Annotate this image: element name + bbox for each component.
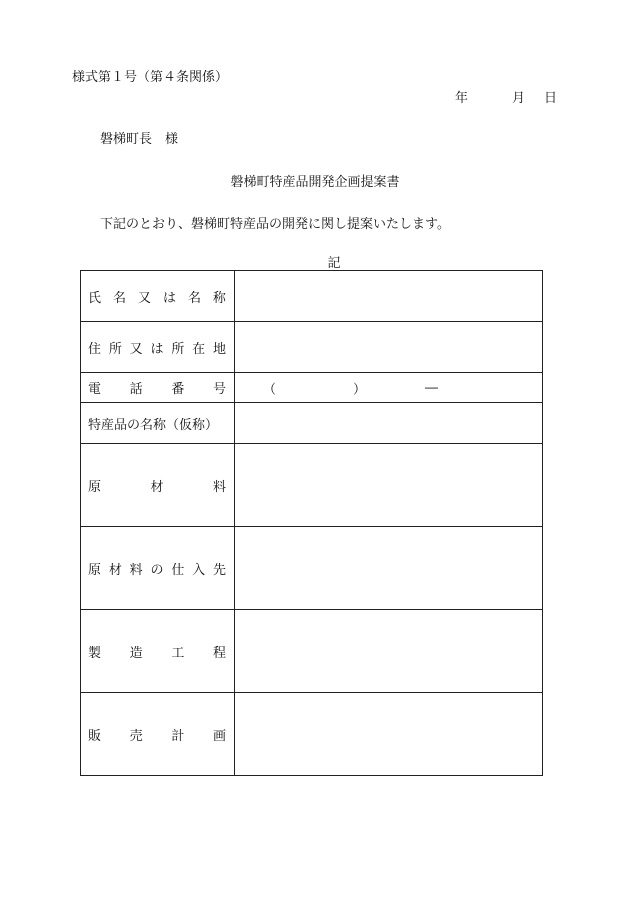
table-row [81, 693, 543, 776]
label-char: 原 [88, 479, 102, 495]
document-title: 磐梯町特産品開発企画提案書 [230, 175, 400, 190]
table-row [81, 527, 543, 610]
label-char: 特産品の名称（仮称） [88, 417, 219, 433]
row-label-manufacturing-process [81, 642, 234, 661]
label-char: 住 [88, 341, 102, 357]
row-label-material-supplier [81, 559, 234, 578]
body-text: 下記のとおり、磐梯町特産品の開発に関し提案いたします。 [100, 217, 450, 232]
label-char: 在 [192, 341, 206, 357]
phone-open-paren: （ [263, 382, 277, 397]
row-label-name [81, 287, 234, 306]
table-row [81, 322, 543, 373]
label-char: 所 [108, 341, 122, 357]
addressee: 磐梯町長 様 [100, 132, 179, 147]
label-char: 計 [171, 728, 185, 744]
label-char: 画 [212, 728, 226, 744]
label-char: 売 [129, 728, 143, 744]
label-char: 地 [212, 341, 226, 357]
label-char: 名 [112, 290, 126, 306]
phone-input-cell[interactable] [235, 373, 543, 403]
label-char: は [150, 341, 164, 357]
raw-materials-input-cell[interactable] [235, 444, 543, 527]
label-char: 名 [187, 290, 201, 306]
phone-format [235, 373, 542, 402]
label-cell [81, 610, 235, 693]
table-row [81, 271, 543, 322]
label-cell [81, 373, 235, 403]
label-char: 電 [88, 382, 102, 397]
phone-dash: ― [425, 380, 438, 395]
label-char: 氏 [88, 290, 102, 306]
sales-plan-input-cell[interactable] [235, 693, 543, 776]
label-cell [81, 271, 235, 322]
date-year: 年 [455, 91, 469, 106]
date-month: 月 [512, 91, 526, 106]
manufacturing-process-input-cell[interactable] [235, 610, 543, 693]
label-char: 番 [171, 382, 185, 397]
row-label-address [81, 338, 234, 357]
table-row [81, 610, 543, 693]
label-char: 材 [108, 562, 122, 578]
label-char: の [150, 562, 164, 578]
date-day: 日 [544, 91, 558, 106]
table-row [81, 444, 543, 527]
proposal-form-table [80, 270, 543, 776]
label-char: 程 [212, 645, 226, 661]
label-char: 原 [88, 562, 102, 578]
label-cell [81, 693, 235, 776]
label-char: 所 [171, 341, 185, 357]
label-char: 称 [212, 290, 226, 306]
label-char: 入 [192, 562, 206, 578]
name-input-cell[interactable] [235, 271, 543, 322]
label-char: 号 [212, 382, 226, 397]
table-row [81, 373, 543, 403]
label-char: 話 [129, 382, 143, 397]
row-label-sales-plan [81, 725, 234, 744]
label-char: 又 [137, 290, 151, 306]
row-label-product-name [81, 414, 234, 433]
label-char: 材 [150, 479, 164, 495]
label-char: 造 [129, 645, 143, 661]
label-cell [81, 444, 235, 527]
phone-close-paren: ） [353, 382, 367, 397]
product-name-input-cell[interactable] [235, 403, 543, 444]
label-cell [81, 527, 235, 610]
label-char: 又 [129, 341, 143, 357]
label-char: 先 [212, 562, 226, 578]
row-label-phone [81, 378, 234, 397]
label-char: 販 [88, 728, 102, 744]
label-char: 料 [129, 562, 143, 578]
form-number: 様式第１号（第４条関係） [72, 70, 229, 85]
label-char: 仕 [171, 562, 185, 578]
label-char: 工 [171, 645, 185, 661]
label-char: 製 [88, 645, 102, 661]
label-cell [81, 322, 235, 373]
table-row [81, 403, 543, 444]
label-char: は [162, 290, 176, 306]
address-input-cell[interactable] [235, 322, 543, 373]
label-cell [81, 403, 235, 444]
label-char: 料 [212, 479, 226, 495]
ki-label: 記 [327, 256, 341, 271]
date-line [455, 87, 557, 106]
material-supplier-input-cell[interactable] [235, 527, 543, 610]
row-label-raw-materials [81, 476, 234, 495]
